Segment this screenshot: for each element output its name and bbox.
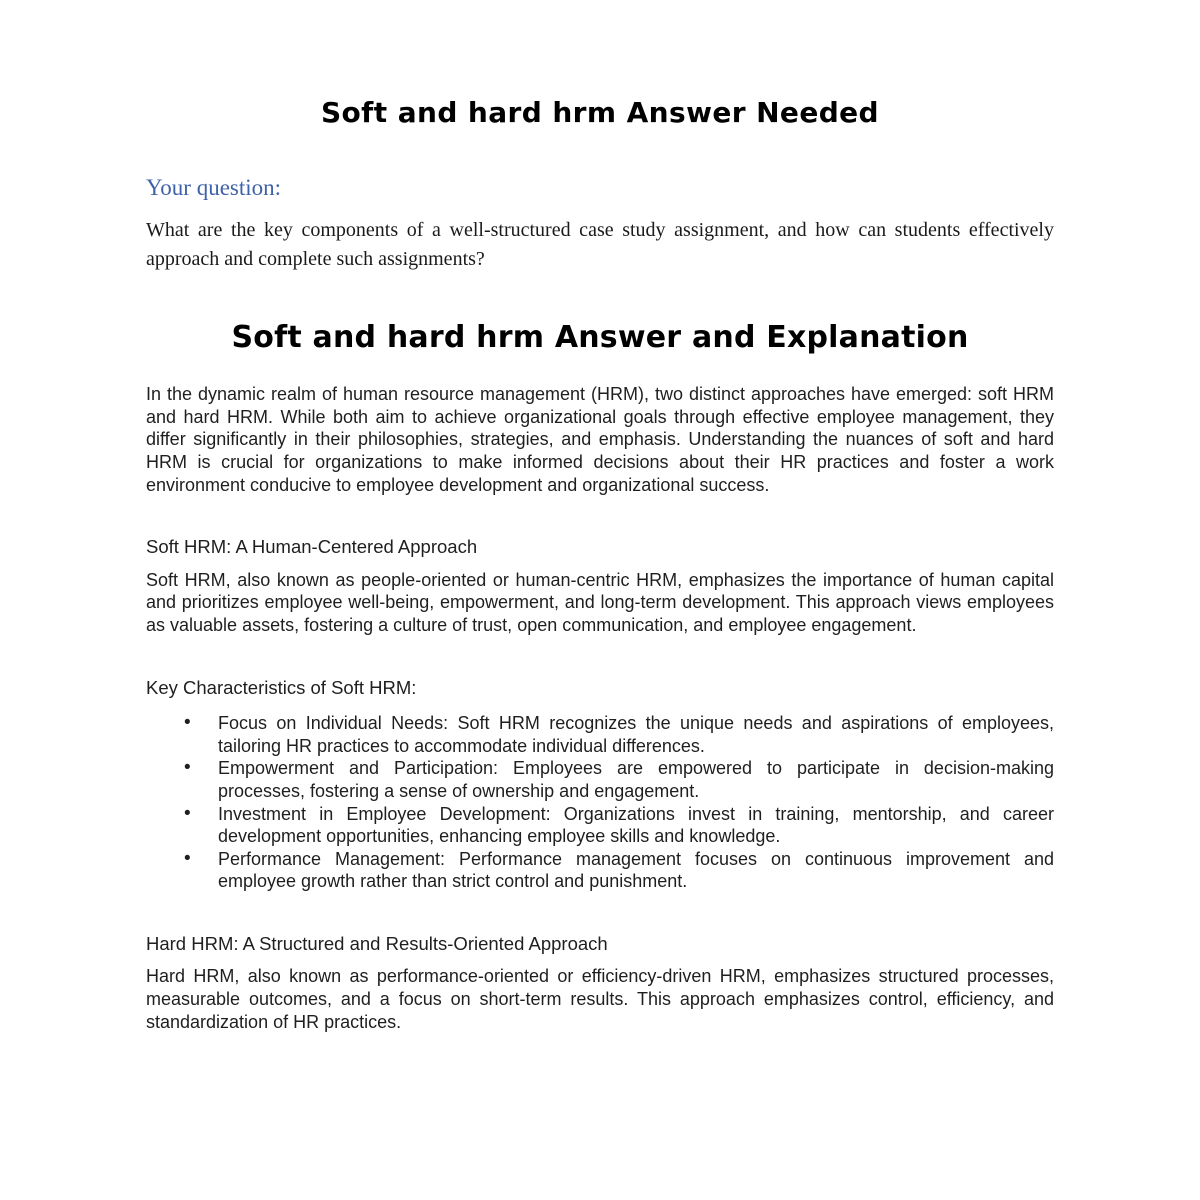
key-characteristics-list	[146, 712, 1054, 893]
intro-paragraph: In the dynamic realm of human resource management (HRM), two distinct approaches have emerged: soft HRM and hard HRM. While both aim to achieve organizational goals through effective employee management, they differ significantly in their philosophies, strategies, and emphasis. Understanding the nuances of soft and hard HRM is crucial for organizations to make informed decisions about their HR practices and foster a work environment conducive to employee development and organizational success.	[146, 384, 1054, 495]
question-label: Your question:	[146, 174, 282, 200]
answer-heading: Soft and hard hrm Answer and Explanation	[231, 320, 969, 356]
question-text: What are the key components of a well-structured case study assignment, and how can students effectively approach and complete such assignments?	[146, 219, 1054, 271]
section-paragraph-soft-hrm: Soft HRM, also known as people-oriented or human-centric HRM, emphasizes the importance of human capital and prioritizes employee well-being, empowerment, and long-term development. This approach views employees as valuable assets, fostering a culture of trust, open communication, and employee engagement.	[146, 569, 1054, 635]
section-heading-key-characteristics: Key Characteristics of Soft HRM:	[146, 676, 417, 698]
section-paragraph-hard-hrm: Hard HRM, also known as performance-oriented or efficiency-driven HRM, emphasizes structured processes, measurable outcomes, and a focus on short-term results. This approach emphasizes control, efficiency, and standardization of HR practices.	[146, 966, 1054, 1032]
section-heading-hard-hrm: Hard HRM: A Structured and Results-Oriented Approach	[146, 932, 608, 954]
list-item: • Empowerment and Participation: Employees are empowered to participate in decision-making processes, fostering a sense of ownership and engagement.	[218, 757, 1054, 802]
list-item: • Investment in Employee Development: Organizations invest in training, mentorship, and career development opportunities, enhancing employee skills and knowledge.	[218, 803, 1054, 848]
section-heading-soft-hrm: Soft HRM: A Human-Centered Approach	[146, 536, 478, 558]
list-item: • Performance Management: Performance management focuses on continuous improvement and employee growth rather than strict control and punishment.	[218, 848, 1054, 893]
list-item: • Focus on Individual Needs: Soft HRM recognizes the unique needs and aspirations of employees, tailoring HR practices to accommodate individual differences.	[218, 712, 1054, 757]
document-title: Soft and hard hrm Answer Needed	[320, 96, 879, 129]
